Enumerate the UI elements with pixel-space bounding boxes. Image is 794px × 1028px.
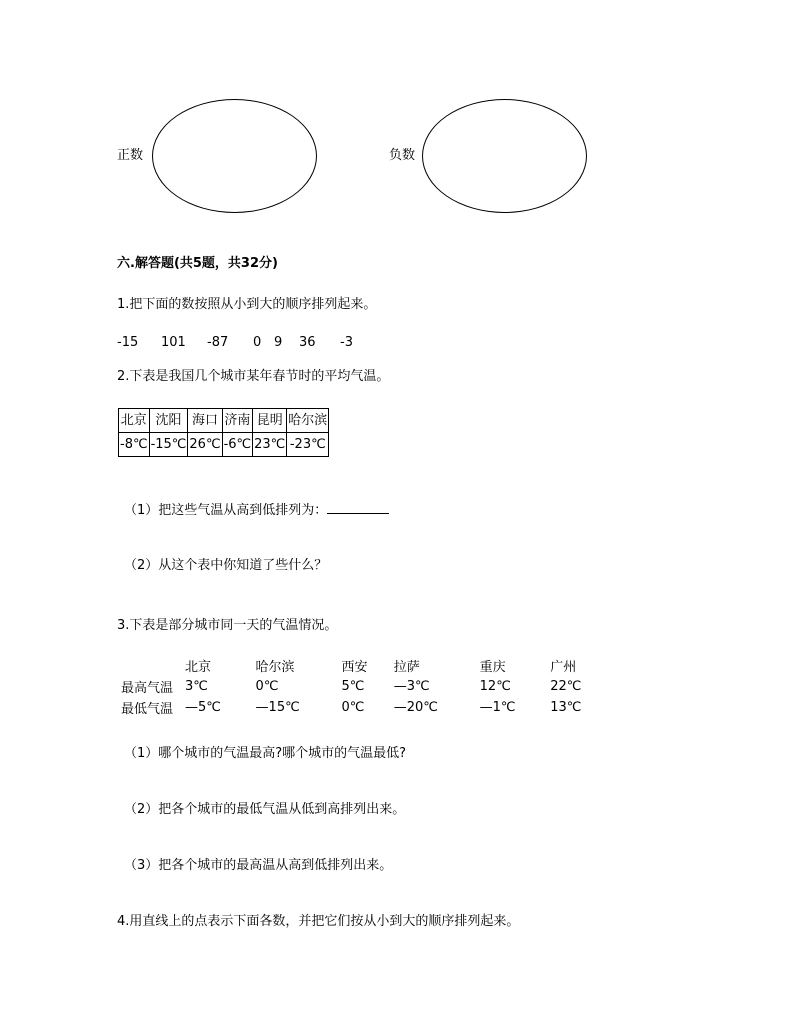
- negative-numbers-label: 负数: [389, 148, 416, 163]
- table-cell: 北京: [119, 409, 150, 433]
- table-cell: 最高气温: [121, 681, 174, 696]
- table-row: [119, 433, 329, 457]
- answer-blank[interactable]: [327, 501, 389, 514]
- table-cell: 13℃: [550, 700, 582, 715]
- table-cell: -6℃: [222, 433, 253, 457]
- table-cell: 5℃: [341, 679, 365, 694]
- table-row: [120, 697, 611, 718]
- positive-numbers-oval: [152, 99, 317, 213]
- table-cell: —5℃: [185, 700, 221, 715]
- table-cell: 哈尔滨: [287, 409, 329, 433]
- table-cell: —3℃: [393, 679, 430, 694]
- table-cell: -8℃: [119, 433, 150, 457]
- question-4: 4.用直线上的点表示下面各数，并把它们按从小到大的顺序排列起来。: [117, 914, 520, 929]
- question-3: 3.下表是部分城市同一天的气温情况。: [117, 618, 338, 633]
- table-cell: 哈尔滨: [255, 660, 295, 675]
- table-cell: 济南: [222, 409, 253, 433]
- question-2-sub-2: （2）从这个表中你知道了些什么？: [124, 558, 328, 573]
- negative-numbers-oval: [422, 99, 587, 213]
- table-cell: 西安: [341, 660, 368, 675]
- table-cell: 最低气温: [121, 702, 174, 717]
- table-cell: —15℃: [255, 700, 300, 715]
- question-3-sub-1: （1）哪个城市的气温最高?哪个城市的气温最低?: [124, 746, 407, 761]
- table-cell: 0℃: [255, 679, 279, 694]
- table-cell: 昆明: [253, 409, 287, 433]
- table-row: [120, 676, 611, 697]
- table-cell: 沈阳: [149, 409, 188, 433]
- number-item: 9: [274, 335, 283, 350]
- table-cell: 22℃: [550, 679, 582, 694]
- question-3-sub-2: （2）把各个城市的最低气温从低到高排列出来。: [124, 802, 406, 817]
- number-item: -87: [207, 335, 229, 350]
- question-1: 1.把下面的数按照从小到大的顺序排列起来。: [117, 297, 377, 312]
- positive-numbers-label: 正数: [117, 148, 144, 163]
- question-2: 2.下表是我国几个城市某年春节时的平均气温。: [117, 369, 390, 384]
- city-temperature-table: [118, 408, 329, 457]
- table-cell: 广州: [550, 660, 577, 675]
- table-cell: 海口: [188, 409, 222, 433]
- question-2-sub-1-text: （1）把这些气温从高到低排列为：: [124, 503, 328, 518]
- number-item: 101: [161, 335, 186, 350]
- number-item: 0: [253, 335, 262, 350]
- table-cell: 23℃: [253, 433, 287, 457]
- section-title: 六.解答题(共5题，共32分): [117, 256, 278, 271]
- city-high-low-table: [120, 655, 611, 718]
- table-cell: 3℃: [185, 679, 208, 694]
- table-cell: —20℃: [393, 700, 438, 715]
- table-cell: 0℃: [341, 700, 365, 715]
- number-item: -3: [340, 335, 353, 350]
- number-item: -15: [117, 335, 139, 350]
- table-cell: [120, 655, 184, 676]
- question-3-sub-3: （3）把各个城市的最高温从高到低排列出来。: [124, 858, 393, 873]
- table-cell: -15℃: [149, 433, 188, 457]
- table-row: [119, 409, 329, 433]
- table-cell: 北京: [185, 660, 212, 675]
- table-cell: 12℃: [479, 679, 511, 694]
- table-row: [120, 655, 611, 676]
- table-cell: -23℃: [287, 433, 329, 457]
- table-cell: 26℃: [188, 433, 222, 457]
- number-item: 36: [299, 335, 316, 350]
- table-cell: 重庆: [479, 660, 506, 675]
- table-cell: —1℃: [479, 700, 516, 715]
- question-2-sub-1: [124, 501, 389, 519]
- table-cell: 拉萨: [393, 660, 420, 675]
